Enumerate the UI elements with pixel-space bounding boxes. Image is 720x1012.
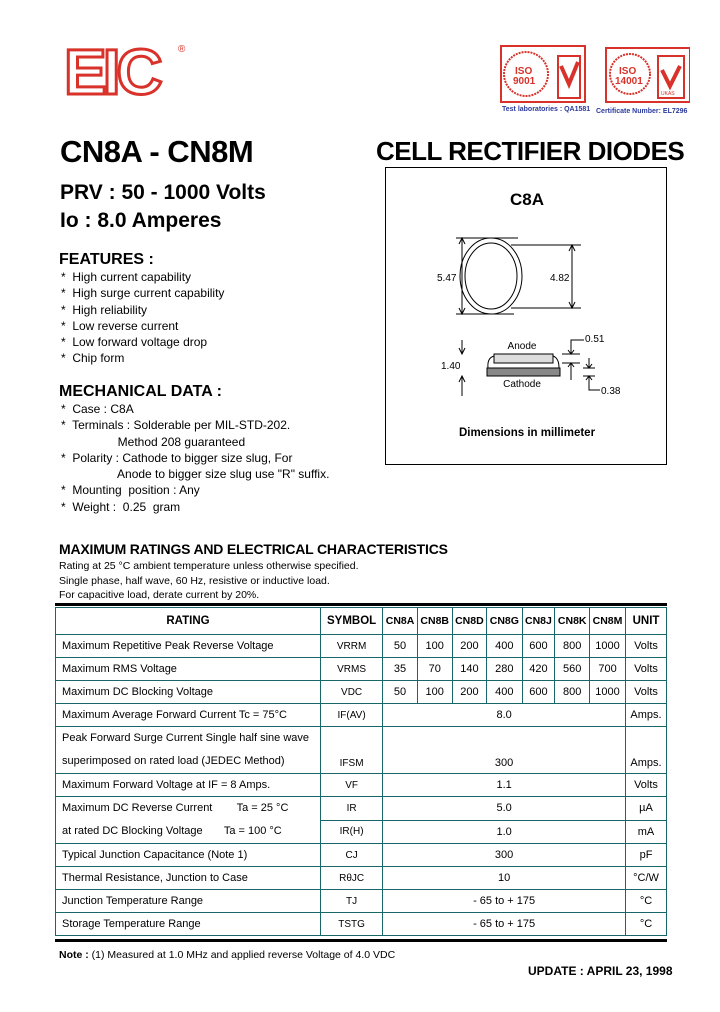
rating-cell: Thermal Resistance, Junction to Case [56, 867, 321, 890]
list-item: * High reliability [61, 302, 148, 317]
table-row [56, 635, 667, 658]
value-cell: 560 [555, 658, 590, 681]
unit-cell: pF [626, 844, 667, 867]
table-row [56, 844, 667, 867]
package-name: C8A [509, 190, 545, 209]
value-cell: 100 [417, 635, 452, 658]
table-row [56, 681, 667, 704]
value-cell: 280 [487, 658, 522, 681]
value-cell: - 65 to + 175 [383, 890, 626, 913]
svg-text:UKAS: UKAS [661, 91, 675, 97]
rating-cell: Typical Junction Capacitance (Note 1) [56, 844, 321, 867]
condition-line: Rating at 25 °C ambient temperature unless otherwise specified. [59, 560, 359, 572]
unit-cell: °C [626, 890, 667, 913]
value-cell: 600 [522, 681, 555, 704]
value-cell: 600 [522, 635, 555, 658]
list-item: Anode to bigger size slug use "R" suffix. [61, 467, 330, 482]
rating-cell: Maximum DC Blocking Voltage [56, 681, 321, 704]
list-item: * Low reverse current [61, 318, 179, 333]
table-top-rule [55, 603, 667, 606]
value-cell: 420 [522, 658, 555, 681]
table-row [56, 704, 667, 727]
condition-line: Single phase, half wave, 60 Hz, resistive or inductive load. [59, 574, 330, 587]
value-cell: 50 [383, 681, 418, 704]
unit-cell: mA [626, 820, 667, 844]
table-row [56, 867, 667, 890]
symbol-cell: VDC [321, 681, 383, 704]
value-cell: 300 [383, 727, 626, 774]
update-date: UPDATE : APRIL 23, 1998 [528, 964, 673, 978]
value-cell: 10 [383, 867, 626, 890]
value-cell: 70 [417, 658, 452, 681]
prv-spec: PRV : 50 - 1000 Volts [60, 181, 266, 204]
rating-text: Peak Forward Surge Current Single half sine wave [62, 732, 310, 744]
rating-text: at rated DC Blocking Voltage Ta = 100 °C [62, 825, 282, 837]
eic-logo [62, 40, 192, 102]
part-range-title: CN8A - CN8M [60, 134, 254, 169]
svg-text:9001: 9001 [513, 76, 536, 87]
dim-inner: 4.82 [550, 273, 570, 284]
certification-marks [500, 44, 690, 115]
unit-cell: °C [626, 913, 667, 936]
condition-line: For capacitive load, derate current by 20%. [59, 589, 260, 601]
cert-caption-right: Certificate Number: EL7296 [596, 108, 688, 115]
table-row [56, 727, 667, 774]
symbol-cell: TJ [321, 890, 383, 913]
column-header: CN8D [452, 608, 487, 635]
svg-text:ISO: ISO [619, 66, 637, 77]
table-row [56, 890, 667, 913]
unit-cell: Volts [626, 774, 667, 797]
rating-cell [56, 727, 321, 774]
column-header: CN8J [522, 608, 555, 635]
mechanical-list [61, 401, 329, 515]
symbol-cell: IR(H) [321, 820, 383, 844]
list-item: * Terminals : Solderable per MIL-STD-202. [61, 418, 291, 433]
rating-cell: Maximum Repetitive Peak Reverse Voltage [56, 635, 321, 658]
features-heading: FEATURES : [59, 251, 154, 268]
table-row [56, 797, 667, 821]
value-cell: 800 [555, 635, 590, 658]
table-row [56, 913, 667, 936]
dimensions-caption: Dimensions in millimeter [458, 427, 596, 439]
value-cell: 35 [383, 658, 418, 681]
value-cell: 1.0 [383, 820, 626, 844]
rating-cell: Maximum RMS Voltage [56, 658, 321, 681]
list-item: * High current capability [61, 270, 192, 284]
dim-height: 1.40 [441, 361, 461, 372]
value-cell: 1000 [590, 681, 626, 704]
rating-cell: Junction Temperature Range [56, 890, 321, 913]
value-cell: 8.0 [383, 704, 626, 727]
column-header: RATING [56, 608, 321, 635]
unit-cell: Volts [626, 681, 667, 704]
column-header: CN8K [555, 608, 590, 635]
list-item: * Mounting position : Any [61, 483, 200, 498]
value-cell: 200 [452, 681, 487, 704]
note-label: Note : [59, 949, 89, 961]
column-header: SYMBOL [321, 608, 383, 635]
value-cell: 1.1 [383, 774, 626, 797]
footnote [59, 949, 395, 961]
list-item: * High surge current capability [61, 286, 225, 301]
symbol-cell: IFSM [321, 727, 383, 774]
unit-cell: Volts [626, 658, 667, 681]
table-row [56, 774, 667, 797]
dim-outer: 5.47 [437, 273, 457, 284]
io-spec: Io : 8.0 Amperes [60, 209, 222, 232]
symbol-cell: VF [321, 774, 383, 797]
rating-cell: Maximum Average Forward Current Tc = 75°C [56, 704, 321, 727]
symbol-cell: IF(AV) [321, 704, 383, 727]
symbol-cell: RθJC [321, 867, 383, 890]
svg-text:®: ® [178, 44, 186, 55]
symbol-cell: VRRM [321, 635, 383, 658]
rating-text: superimposed on rated load (JEDEC Method) [62, 755, 285, 767]
svg-text:ISO: ISO [515, 66, 533, 77]
value-cell: 800 [555, 681, 590, 704]
value-cell: 50 [383, 635, 418, 658]
value-cell: 400 [487, 681, 522, 704]
column-header: CN8A [383, 608, 418, 635]
rating-text: Maximum DC Reverse Current Ta = 25 °C [62, 802, 289, 814]
list-item: * Case : C8A [61, 402, 134, 416]
table-bottom-rule [55, 939, 667, 942]
unit-cell: °C/W [626, 867, 667, 890]
value-cell: 1000 [590, 635, 626, 658]
ratings-table [55, 607, 667, 936]
value-cell: 400 [487, 635, 522, 658]
symbol-cell: VRMS [321, 658, 383, 681]
unit-cell: µA [626, 797, 667, 821]
rating-conditions [59, 559, 359, 603]
value-cell: - 65 to + 175 [383, 913, 626, 936]
unit-cell: Volts [626, 635, 667, 658]
list-item: Method 208 guaranteed [61, 434, 246, 449]
list-item: * Polarity : Cathode to bigger size slug, For [61, 450, 293, 465]
value-cell: 300 [383, 844, 626, 867]
dim-anode: 0.51 [585, 334, 605, 345]
table-row [56, 658, 667, 681]
product-type-title: CELL RECTIFIER DIODES [376, 136, 685, 166]
rating-cell: Maximum Forward Voltage at IF = 8 Amps. [56, 774, 321, 797]
list-item: * Chip form [61, 351, 125, 366]
column-header: CN8M [590, 608, 626, 635]
anode-label: Anode [507, 341, 537, 352]
column-header: UNIT [626, 608, 667, 635]
rating-cell: Storage Temperature Range [56, 913, 321, 936]
list-item: * Weight : 0.25 gram [61, 499, 181, 514]
symbol-cell: TSTG [321, 913, 383, 936]
mechanical-heading: MECHANICAL DATA : [59, 383, 222, 400]
value-cell: 5.0 [383, 797, 626, 821]
unit-cell: Amps. [626, 704, 667, 727]
svg-text:EIC: EIC [64, 40, 159, 102]
symbol-cell: IR [321, 797, 383, 821]
column-header: CN8G [487, 608, 522, 635]
value-cell: 100 [417, 681, 452, 704]
table-header-row [56, 608, 667, 635]
features-list [61, 269, 224, 367]
svg-text:14001: 14001 [615, 76, 643, 87]
iso-seals-icon [500, 44, 690, 106]
dim-cathode: 0.38 [601, 386, 621, 397]
unit-cell: Amps. [626, 727, 667, 774]
package-diagram [385, 167, 667, 465]
ratings-heading: MAXIMUM RATINGS AND ELECTRICAL CHARACTERISTICS [59, 541, 448, 557]
note-text: (1) Measured at 1.0 MHz and applied reverse Voltage of 4.0 VDC [88, 949, 396, 961]
cert-caption-left: Test laboratories : QA1581 [502, 106, 591, 113]
value-cell: 200 [452, 635, 487, 658]
rating-cell [56, 797, 321, 844]
value-cell: 700 [590, 658, 626, 681]
list-item: * Low forward voltage drop [61, 335, 208, 350]
symbol-cell: CJ [321, 844, 383, 867]
cathode-label: Cathode [503, 379, 541, 390]
value-cell: 140 [452, 658, 487, 681]
column-header: CN8B [417, 608, 452, 635]
